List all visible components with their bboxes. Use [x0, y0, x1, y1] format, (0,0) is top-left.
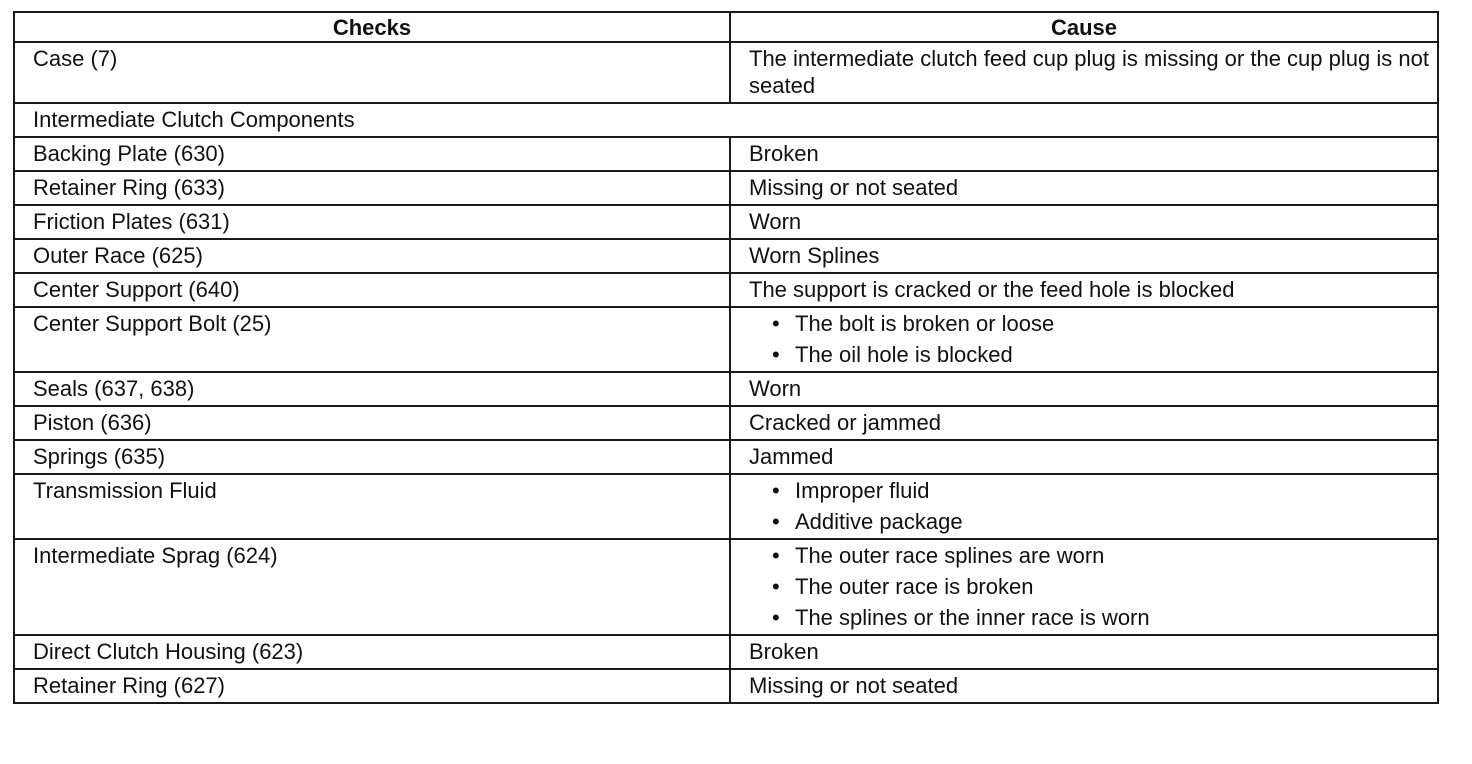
cause-cell: Missing or not seated	[730, 669, 1438, 703]
table-row	[14, 239, 1438, 273]
check-cell: Center Support Bolt (25)	[14, 307, 730, 372]
cause-bullet-list	[749, 307, 1429, 372]
checks-column-header: Checks	[14, 12, 730, 42]
cause-cell: The support is cracked or the feed hole is blocked	[730, 273, 1438, 307]
check-cell: Case (7)	[14, 42, 730, 103]
cause-bullet-item	[749, 570, 1429, 604]
check-cell: Friction Plates (631)	[14, 205, 730, 239]
bullet-icon: •	[772, 342, 780, 367]
cause-bullet-item	[749, 505, 1429, 539]
cause-cell: Worn	[730, 372, 1438, 406]
cause-cell: Broken	[730, 635, 1438, 669]
bullet-icon: •	[772, 605, 780, 630]
cause-cell: Broken	[730, 137, 1438, 171]
bullet-icon: •	[772, 543, 780, 568]
cause-bullet-text: Improper fluid	[795, 478, 930, 503]
cause-bullet-item	[749, 307, 1429, 341]
cause-bullet-text: Additive package	[795, 509, 963, 534]
bullet-icon: •	[772, 509, 780, 534]
cause-cell: Jammed	[730, 440, 1438, 474]
check-cell: Seals (637, 638)	[14, 372, 730, 406]
check-cell: Springs (635)	[14, 440, 730, 474]
table-row	[14, 205, 1438, 239]
header-row	[14, 12, 1438, 42]
cause-cell: Worn	[730, 205, 1438, 239]
cause-bullet-item	[749, 338, 1429, 372]
cause-cell: Worn Splines	[730, 239, 1438, 273]
bullet-icon: •	[772, 574, 780, 599]
diagnosis-table	[13, 11, 1439, 704]
cause-bullet-list	[749, 539, 1429, 635]
cause-bullet-list	[749, 474, 1429, 539]
cause-cell	[730, 307, 1438, 372]
cause-cell	[730, 474, 1438, 539]
table-row	[14, 137, 1438, 171]
cause-bullet-item	[749, 539, 1429, 573]
cause-cell: The intermediate clutch feed cup plug is missing or the cup plug is not seated	[730, 42, 1438, 103]
check-cell: Transmission Fluid	[14, 474, 730, 539]
cause-bullet-item	[749, 474, 1429, 508]
cause-column-header: Cause	[730, 12, 1438, 42]
table-row	[14, 307, 1438, 372]
check-cell: Outer Race (625)	[14, 239, 730, 273]
table-row	[14, 273, 1438, 307]
check-cell: Center Support (640)	[14, 273, 730, 307]
cause-cell: Cracked or jammed	[730, 406, 1438, 440]
cause-bullet-text: The bolt is broken or loose	[795, 311, 1055, 336]
cause-cell: Missing or not seated	[730, 171, 1438, 205]
section-row	[14, 103, 1438, 137]
check-cell: Piston (636)	[14, 406, 730, 440]
bullet-icon: •	[772, 478, 780, 503]
cause-bullet-text: The outer race splines are worn	[795, 543, 1105, 568]
table-row	[14, 406, 1438, 440]
cause-bullet-text: The outer race is broken	[795, 574, 1034, 599]
cause-bullet-text: The oil hole is blocked	[795, 342, 1013, 367]
table-row	[14, 171, 1438, 205]
cause-bullet-text: The splines or the inner race is worn	[795, 605, 1150, 630]
check-cell: Intermediate Sprag (624)	[14, 539, 730, 635]
table-row	[14, 372, 1438, 406]
check-cell: Retainer Ring (633)	[14, 171, 730, 205]
table-row	[14, 42, 1438, 103]
cause-cell	[730, 539, 1438, 635]
table-row	[14, 440, 1438, 474]
bullet-icon: •	[772, 311, 780, 336]
check-cell: Retainer Ring (627)	[14, 669, 730, 703]
section-heading: Intermediate Clutch Components	[14, 103, 1438, 137]
cause-bullet-item	[749, 601, 1429, 635]
table-row	[14, 539, 1438, 635]
check-cell: Direct Clutch Housing (623)	[14, 635, 730, 669]
table-row	[14, 635, 1438, 669]
table-row	[14, 474, 1438, 539]
check-cell: Backing Plate (630)	[14, 137, 730, 171]
table-row	[14, 669, 1438, 703]
